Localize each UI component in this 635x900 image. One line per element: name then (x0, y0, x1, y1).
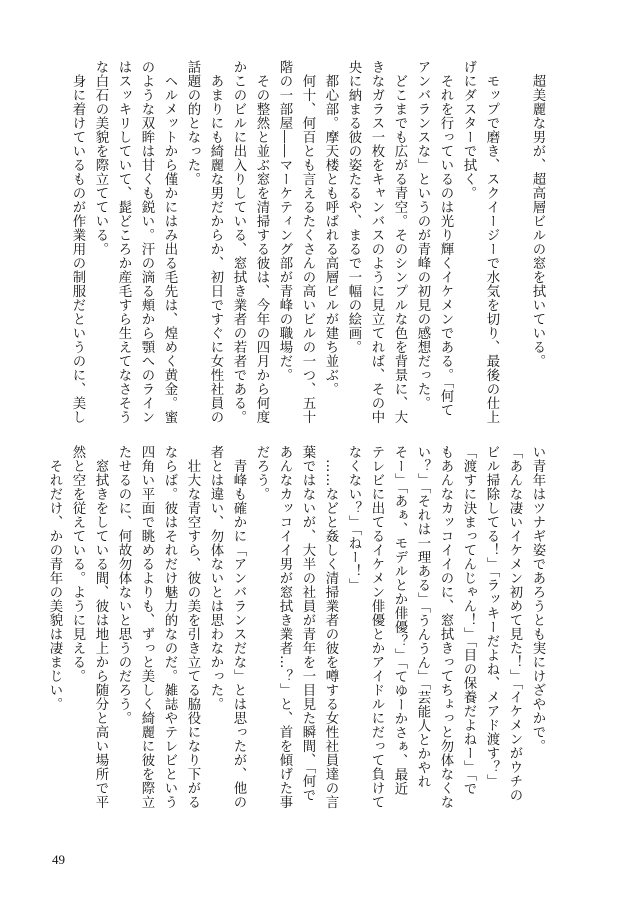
text-line: なくない？」「ねー！」 (346, 445, 361, 593)
text-line: い青年はツナギ姿であろうとも実にけざやかで。 (530, 445, 545, 753)
text-line: 都心部。摩天楼とも呼ばれる高層ビルが建ち並ぶ。 (323, 60, 338, 396)
page-number: 49 (52, 852, 65, 867)
text-line: 央に納まる彼の姿たるや、まるで一幅の絵画。 (346, 60, 361, 354)
text-line: モップで磨き、スクイージーで水気を切り、最後の仕上 (484, 60, 499, 424)
text-line: テレビに出てるイケメン俳優とかアイドルにだって負けて (369, 445, 384, 809)
text-line: 葉ではないが、大半の社員が青年を一目見た瞬間、「何で (300, 445, 315, 803)
text-line: 壮大な青空すら、彼の美を引き立てる脇役になり下がる (185, 445, 200, 809)
text-line: 者とは違い、勿体ないとは思わなかった。 (208, 445, 223, 711)
text-line: もあんなカッコイイのに、窓拭きってちょっと勿体なくな (438, 445, 453, 809)
text-line: はスッキリしていて、髭どころか産毛すら生えてなさそう (116, 60, 131, 424)
text-line: きなガラス一枚をキャンバスのように見立てれば、その中 (369, 60, 384, 424)
text-line: そー」「あぁ、モデルとか俳優？」「てゆーかさぁ、最近 (392, 445, 407, 796)
text-line: い？」「それは一理ある」「うんうん」「芸能人とかやれ (415, 445, 430, 789)
text-line: ……などと姦しく清掃業者の彼を噂する女性社員達の言 (323, 445, 338, 809)
text-line: だろう。 (254, 445, 269, 501)
text-line: その整然と並ぶ窓を清掃する彼は、今年の四月から何度 (254, 60, 269, 424)
text-line: 「あんな凄いイケメン初めて見た！」「イケメンがウチの (507, 445, 522, 803)
text-line: あんなカッコイイ男が窓拭き業者…？」と、首を傾げた事 (277, 445, 292, 809)
text-block-bottom (43, 445, 549, 815)
text-line: 階の一部屋――マーケティング部が青峰の職場だ。 (277, 60, 292, 382)
text-line: 四角い平面で眺めるよりも、ずっと美しく綺麗に彼を際立 (139, 445, 154, 809)
text-line: どこまでも広がる青空。そのシンプルな色を背景に、大 (392, 60, 407, 424)
text-line: のような双眸は甘くも鋭い。汗の滴る頬から顎へのライン (139, 60, 154, 424)
text-block-top (66, 60, 549, 430)
text-line: かこのビルに出入りしている、窓拭き業者の若者である。 (231, 60, 246, 424)
text-line: 何十、何百とも言えるたくさんの高いビルの一つ、五十 (300, 60, 315, 424)
text-line: な白石の美貌を際立てている。 (93, 60, 108, 256)
text-line: げにダスターで拭く。 (461, 60, 476, 200)
text-line: 身に着けているものが作業用の制服だというのに、美し (70, 60, 85, 424)
text-line: それを行っているのは光り輝くイケメンである。「何て (438, 60, 453, 418)
text-line: たせるのに、何故勿体ないと思うのだろう。 (116, 445, 131, 725)
text-line: ヘルメットから僅かにはみ出る毛先は、煌めく黄金。蜜 (162, 60, 177, 424)
text-line: あまりにも綺麗な男だからか、初日ですぐに女性社員の (208, 60, 223, 424)
text-line: 超美麗な男が、超高層ビルの窓を拭いている。 (530, 60, 545, 368)
text-line: 窓拭きをしている間、彼は地上から随分と高い場所で平 (93, 445, 108, 809)
text-line: 青峰も確かに「アンバランスだな」とは思ったが、他の (231, 445, 246, 809)
text-line (503, 60, 526, 430)
text-line: アンバランスな」というのが青峰の初見の感想だった。 (415, 60, 430, 410)
text-line: ならば。彼はそれだけ魅力的なのだ。雑誌やテレビという (162, 445, 177, 809)
text-line: それだけ、かの青年の美貌は凄まじい。 (47, 445, 62, 711)
text-line: 「渡すに決まってんじゃん！」「目の保養だよねー」「で (461, 445, 476, 796)
text-line: 話題の的となった。 (185, 60, 200, 186)
text-line: 然と空を従えている。ように見える。 (70, 445, 85, 683)
text-line: ビル掃除してる！」「ラッキーだよね、メアド渡す？」 (484, 445, 499, 789)
